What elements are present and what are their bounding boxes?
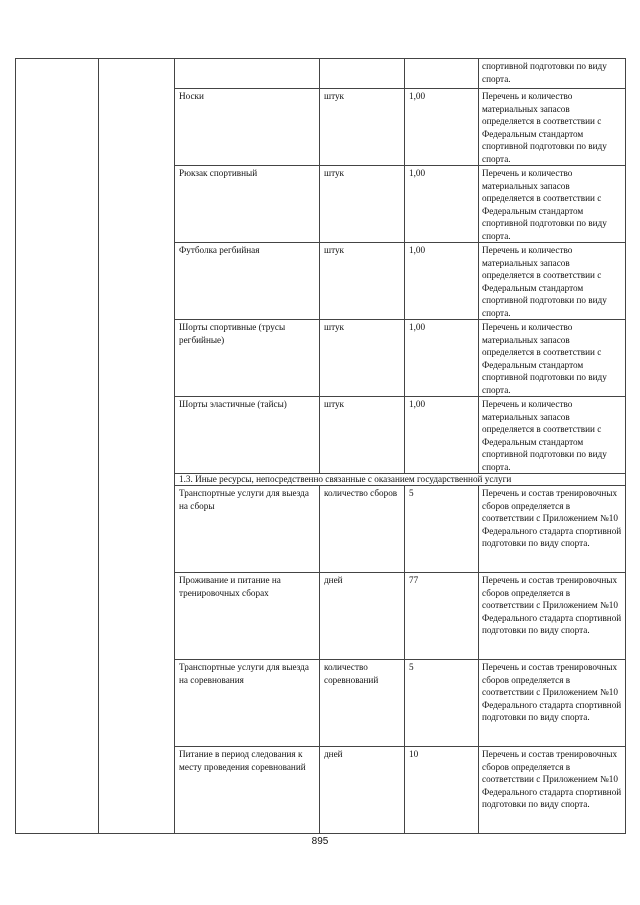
document-page: [15, 58, 625, 834]
item-qty: 1,00: [405, 320, 479, 397]
resources-table: [15, 58, 626, 834]
left-blank-cell: [16, 59, 99, 834]
item-note: Перечень и количество материальных запасов определяется в соответствии с Федеральным стандартом спортивной подготовки по виду спорта.: [479, 89, 626, 166]
item-note: Перечень и состав тренировочных сборов определяется в соответствии с Приложением №10 Федерального стадарта спортивной подготовки по виду спорта.: [479, 573, 626, 660]
table-row: [16, 59, 626, 89]
item-note: Перечень и количество материальных запасов определяется в соответствии с Федеральным стандартом спортивной подготовки по виду спорта.: [479, 243, 626, 320]
item-unit: дней: [320, 573, 405, 660]
item-note: Перечень и количество материальных запасов определяется в соответствии с Федеральным стандартом спортивной подготовки по виду спорта.: [479, 397, 626, 474]
item-qty: 10: [405, 747, 479, 834]
item-qty: [405, 59, 479, 89]
item-qty: 1,00: [405, 166, 479, 243]
item-qty: 1,00: [405, 89, 479, 166]
item-name: [175, 59, 320, 89]
item-name: Транспортные услуги для выезда на соревнования: [175, 660, 320, 747]
item-note: спортивной подготовки по виду спорта.: [479, 59, 626, 89]
item-unit: штук: [320, 89, 405, 166]
item-name: Рюкзак спортивный: [175, 166, 320, 243]
item-unit: штук: [320, 397, 405, 474]
item-unit: штук: [320, 243, 405, 320]
item-name: Питание в период следования к месту проведения соревнований: [175, 747, 320, 834]
item-name: Шорты спортивные (трусы регбийные): [175, 320, 320, 397]
item-name: Шорты эластичные (тайсы): [175, 397, 320, 474]
item-unit: количество соревнований: [320, 660, 405, 747]
item-unit: [320, 59, 405, 89]
item-qty: 77: [405, 573, 479, 660]
page-number: 895: [311, 836, 329, 847]
item-qty: 1,00: [405, 397, 479, 474]
item-qty: 5: [405, 486, 479, 573]
section-heading: 1.3. Иные ресурсы, непосредственно связанные с оказанием государственной услуги: [175, 474, 626, 486]
left-blank-cell-2: [99, 59, 175, 834]
item-name: Транспортные услуги для выезда на сборы: [175, 486, 320, 573]
item-unit: штук: [320, 320, 405, 397]
item-name: Носки: [175, 89, 320, 166]
item-note: Перечень и состав тренировочных сборов определяется в соответствии с Приложением №10 Федерального стадарта спортивной подготовки по виду спорта.: [479, 660, 626, 747]
item-unit: дней: [320, 747, 405, 834]
item-name: Проживание и питание на тренировочных сборах: [175, 573, 320, 660]
item-name: Футболка регбийная: [175, 243, 320, 320]
item-note: Перечень и количество материальных запасов определяется в соответствии с Федеральным стандартом спортивной подготовки по виду спорта.: [479, 320, 626, 397]
item-unit: штук: [320, 166, 405, 243]
item-qty: 5: [405, 660, 479, 747]
item-unit: количество сборов: [320, 486, 405, 573]
item-qty: 1,00: [405, 243, 479, 320]
item-note: Перечень и состав тренировочных сборов определяется в соответствии с Приложением №10 Федерального стадарта спортивной подготовки по виду спорта.: [479, 486, 626, 573]
item-note: Перечень и количество материальных запасов определяется в соответствии с Федеральным стандартом спортивной подготовки по виду спорта.: [479, 166, 626, 243]
item-note: Перечень и состав тренировочных сборов определяется в соответствии с Приложением №10 Федерального стадарта спортивной подготовки по виду спорта.: [479, 747, 626, 834]
